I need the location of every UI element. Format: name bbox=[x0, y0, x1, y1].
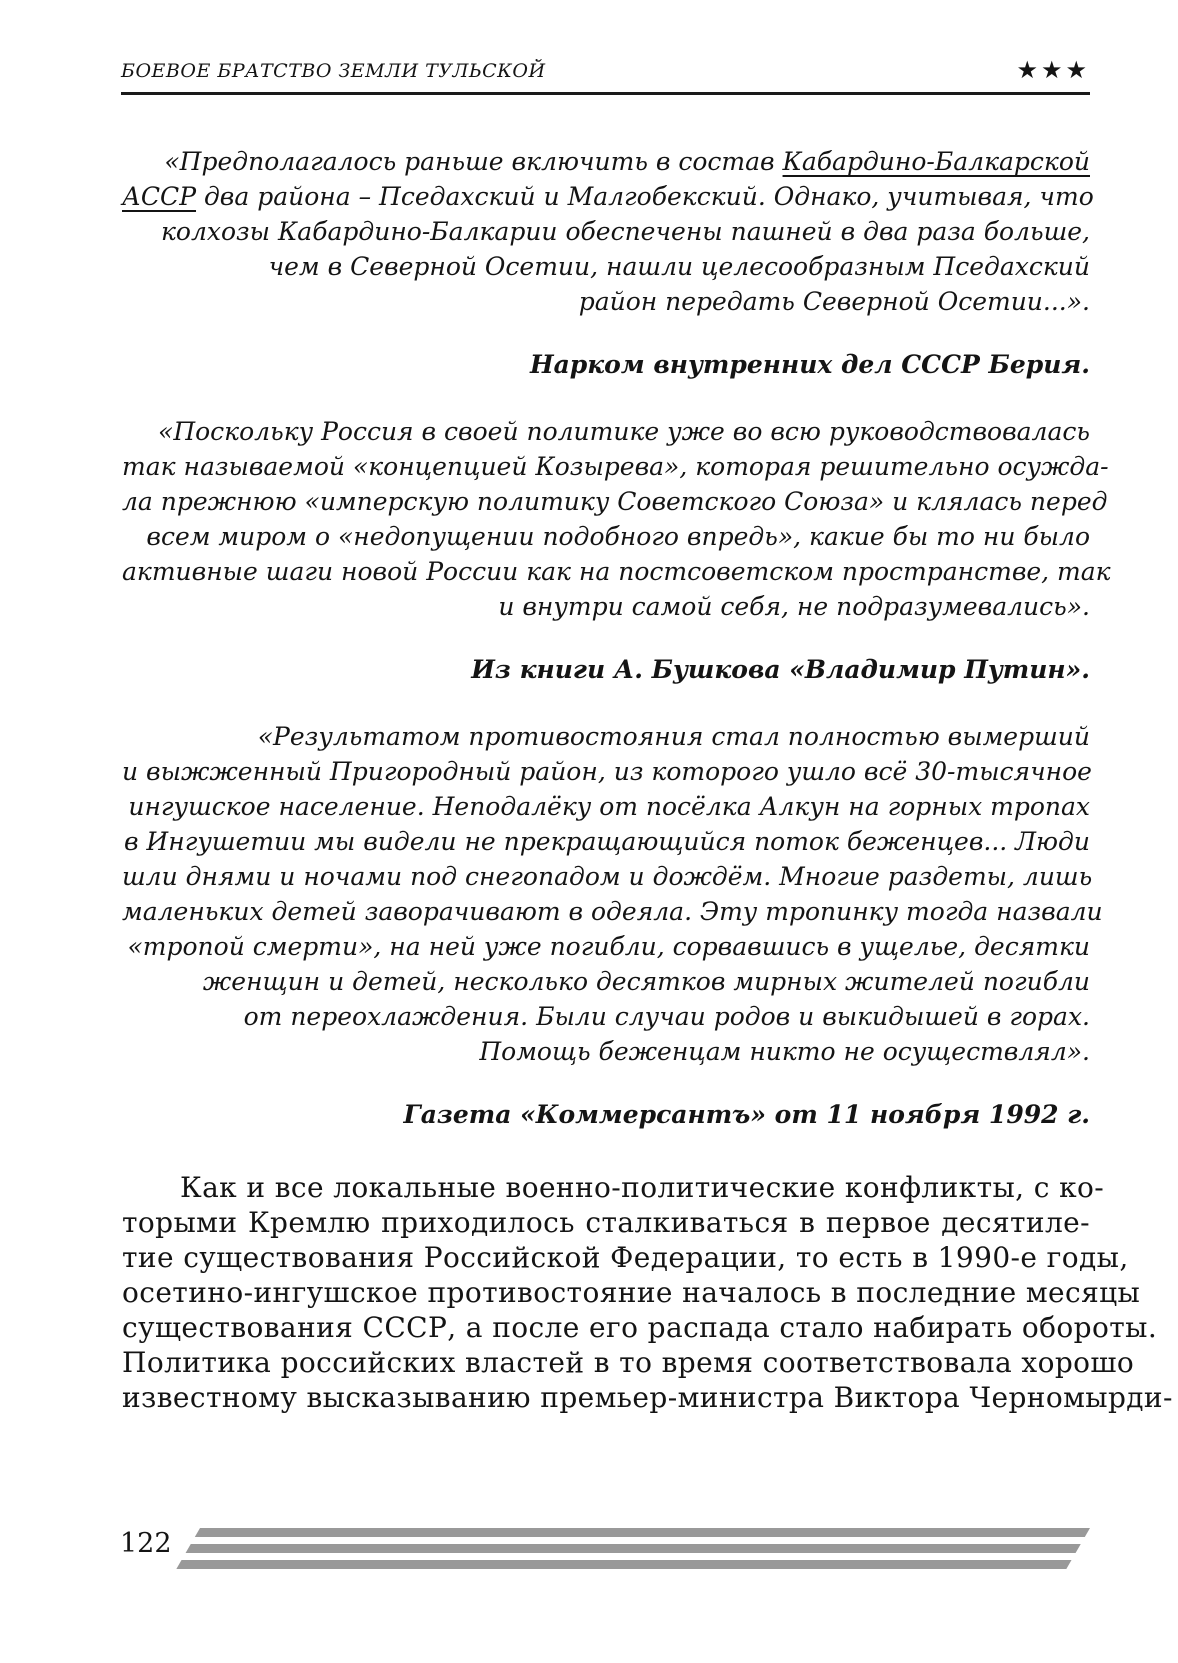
footer-stripes-ornament bbox=[176, 1528, 1090, 1569]
quote-line: Помощь беженцам никто не осуществлял». bbox=[479, 1037, 1090, 1066]
quote-attribution-1: Нарком внутренних дел СССР Берия. bbox=[529, 350, 1090, 379]
quote-line: всем миром о «недопущении подобного впредь», какие бы то ни было bbox=[146, 522, 1090, 551]
body-line: известному высказыванию премьер-министра Виктора Черномырди- bbox=[122, 1381, 1173, 1414]
quote-line: «Поскольку Россия в своей политике уже во всю руководствовалась bbox=[158, 417, 1090, 446]
epigraph-quote-1 bbox=[122, 144, 1094, 319]
quote-line: в Ингушетии мы видели не прекращающийся поток беженцев... Люди bbox=[123, 827, 1090, 856]
underlined-text: АССР bbox=[122, 182, 197, 211]
quote-line: район передать Северной Осетии...». bbox=[578, 287, 1090, 316]
gray-stripe bbox=[195, 1528, 1090, 1537]
quote-line: шли днями и ночами под снегопадом и дождём. Многие раздеты, лишь bbox=[122, 862, 1093, 891]
quote-line: чем в Северной Осетии, нашли целесообразным Пседахский bbox=[268, 252, 1090, 281]
page-content bbox=[122, 104, 1173, 1415]
quote-line: ингушское население. Неподалёку от посёлка Алкун на горных тропах bbox=[128, 792, 1090, 821]
quote-line: от переохлаждения. Были случаи родов и выкидышей в горах. bbox=[243, 1002, 1090, 1031]
body-line: торыми Кремлю приходилось сталкиваться в первое десятиле- bbox=[122, 1206, 1090, 1239]
running-title: БОЕВОЕ БРАТСТВО ЗЕМЛИ ТУЛЬСКОЙ bbox=[121, 60, 546, 82]
page-header bbox=[121, 58, 1090, 95]
body-line: тие существования Российской Федерации, то есть в 1990-е годы, bbox=[122, 1241, 1129, 1274]
body-line: Как и все локальные военно-политические конфликты, с ко- bbox=[180, 1171, 1105, 1204]
body-paragraph bbox=[122, 1170, 1173, 1415]
page-number: 122 bbox=[120, 1528, 172, 1559]
quote-line: женщин и детей, несколько десятков мирных жителей погибли bbox=[202, 967, 1090, 996]
quote-line: и выжженный Пригородный район, из которого ушло всё 30-тысячное bbox=[122, 757, 1092, 786]
quote-text: «Предполагалось раньше включить в состав bbox=[164, 147, 783, 176]
quote-line: и внутри самой себя, не подразумевались». bbox=[498, 592, 1090, 621]
quote-line: колхозы Кабардино-Балкарии обеспечены пашней в два раза больше, bbox=[160, 217, 1090, 246]
body-line: осетино-ингушское противостояние началось в последние месяцы bbox=[122, 1276, 1141, 1309]
quote-line: так называемой «концепцией Козырева», которая решительно осужда- bbox=[122, 452, 1109, 481]
quote-line: «Результатом противостояния стал полностью вымерший bbox=[257, 722, 1090, 751]
gray-stripe bbox=[176, 1560, 1071, 1569]
quote-attribution-2: Из книги А. Бушкова «Владимир Путин». bbox=[471, 655, 1090, 684]
epigraph-quote-3 bbox=[122, 719, 1103, 1069]
body-line: Политика российских властей в то время соответствовала хорошо bbox=[122, 1346, 1135, 1379]
quote-line: активные шаги новой России как на постсоветском пространстве, так bbox=[122, 557, 1111, 586]
gray-stripe bbox=[186, 1544, 1081, 1553]
quote-line bbox=[122, 179, 1094, 214]
quote-line: ла прежнюю «имперскую политику Советского Союза» и клялась перед bbox=[122, 487, 1108, 516]
quote-line: маленьких детей заворачивают в одеяла. Эту тропинку тогда назвали bbox=[122, 897, 1103, 926]
epigraph-quote-2 bbox=[122, 414, 1111, 624]
page-footer bbox=[0, 1524, 1178, 1570]
quote-line bbox=[122, 144, 1090, 179]
quote-attribution-3: Газета «Коммерсантъ» от 11 ноября 1992 г. bbox=[403, 1100, 1090, 1129]
quote-line: «тропой смерти», на ней уже погибли, сорвавшись в ущелье, десятки bbox=[127, 932, 1090, 961]
three-stars-icon: ★★★ bbox=[1016, 56, 1090, 84]
quote-text: два района – Пседахский и Малгобекский. Однако, учитывая, что bbox=[196, 182, 1094, 211]
body-line: существования СССР, а после его распада стало набирать обороты. bbox=[122, 1311, 1158, 1344]
underlined-text: Кабардино-Балкарской bbox=[782, 147, 1090, 176]
